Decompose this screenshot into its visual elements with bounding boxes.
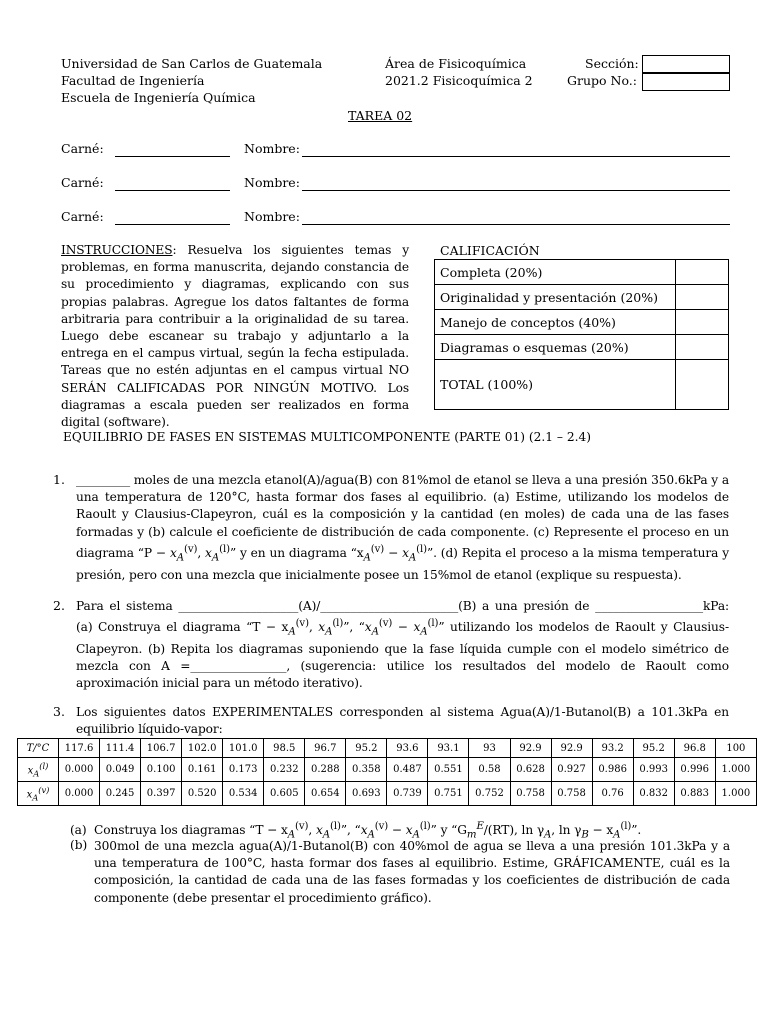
faculty-name: Facultad de Ingeniería bbox=[61, 73, 205, 88]
problem-2-part-a: Para el sistema ____________________(A)/_______________________(B) a una presión de __________________kPa: (a) Construya el diagrama “T − x bbox=[76, 599, 729, 635]
part-a-text: Construya los diagramas “T − x bbox=[94, 823, 288, 838]
grade-cell[interactable] bbox=[676, 310, 729, 335]
university-name: Universidad de San Carlos de Guatemala bbox=[61, 56, 323, 71]
group-label: Grupo No.: bbox=[567, 73, 637, 88]
part-a-text3: /(RT), ln γ bbox=[483, 823, 545, 838]
part-b-text: 300mol de una mezcla agua(A)/1-Butanol(B) con 40%mol de agua se lleva a una presión 101.3kPa y a una temperatura de 100°C, hasta formar dos fases al equilibrio. Estime, GRÁFICAMENTE, cuál es la composición, la cantidad de cada una de las fases formadas y los coeficientes de distribución de cada componente (debe presentar el procedimiento gráfico). bbox=[94, 839, 730, 905]
part-a-text4: , ln γ bbox=[551, 823, 582, 838]
grade-criterion: TOTAL (100%) bbox=[435, 360, 676, 410]
table-cell-t: 93 bbox=[469, 739, 510, 758]
table-cell-x: 0.534 bbox=[223, 782, 264, 806]
table-cell-x: 0.752 bbox=[469, 782, 510, 806]
part-a-text5: − x bbox=[588, 823, 614, 838]
area-name: Área de Fisicoquímica bbox=[385, 56, 527, 71]
table-cell-t: 93.2 bbox=[592, 739, 633, 758]
table-cell-x: 0.245 bbox=[100, 782, 141, 806]
table-cell-x: 0.993 bbox=[633, 758, 674, 782]
table-cell-x: 0.397 bbox=[141, 782, 182, 806]
table-row bbox=[435, 335, 729, 360]
problem-number: 1. bbox=[53, 472, 65, 487]
table-row bbox=[18, 739, 757, 758]
table-header-t: T/°C bbox=[18, 739, 59, 758]
grade-criterion: Manejo de conceptos (40%) bbox=[435, 310, 676, 335]
carne-field[interactable] bbox=[115, 224, 230, 225]
carne-label: Carné: bbox=[61, 141, 104, 156]
table-cell-t: 93.6 bbox=[387, 739, 428, 758]
part-a-text2: ” y “G bbox=[430, 823, 467, 838]
table-cell-x: 0.628 bbox=[510, 758, 551, 782]
table-cell-x: 0.76 bbox=[592, 782, 633, 806]
table-cell-x: 0.551 bbox=[428, 758, 469, 782]
instructions-label: INSTRUCCIONES bbox=[61, 243, 173, 257]
table-cell-x: 0.996 bbox=[674, 758, 715, 782]
problem-number: 2. bbox=[53, 598, 65, 613]
table-cell-t: 102.0 bbox=[182, 739, 223, 758]
table-row bbox=[435, 360, 729, 410]
instructions-text: : Resuelva los siguientes temas y problemas, en forma manuscrita, dejando constancia de su procedimiento y diagramas, explicando con sus propias palabras. Agregue los datos faltantes de forma arbitraria para contribuir a la originalidad de su tarea. Luego debe escanear su trabajo y adjuntarlo a la entrega en el campus virtual, según la fecha estipulada. Tareas que no estén adjuntas en el campus virtual NO SERÁN CALIFICADAS POR NINGÚN MOTIVO. Los diagramas a escala pueden ser realizados en forma digital (software). bbox=[61, 243, 409, 430]
table-cell-t: 106.7 bbox=[141, 739, 182, 758]
table-row bbox=[18, 758, 757, 782]
grade-cell[interactable] bbox=[676, 360, 729, 410]
table-cell-t: 98.5 bbox=[264, 739, 305, 758]
nombre-field[interactable] bbox=[302, 224, 730, 225]
table-cell-x: 0.758 bbox=[551, 782, 592, 806]
nombre-label: Nombre: bbox=[244, 209, 300, 224]
carne-field[interactable] bbox=[115, 156, 230, 157]
table-cell-x: 0.832 bbox=[633, 782, 674, 806]
instructions bbox=[61, 242, 409, 431]
table-cell-x: 0.693 bbox=[346, 782, 387, 806]
table-cell-t: 92.9 bbox=[510, 739, 551, 758]
table-cell-x: 0.758 bbox=[510, 782, 551, 806]
school-name: Escuela de Ingeniería Química bbox=[61, 90, 256, 105]
section-label: Sección: bbox=[585, 56, 639, 71]
carne-label: Carné: bbox=[61, 209, 104, 224]
course-name: 2021.2 Fisicoquímica 2 bbox=[385, 73, 533, 88]
table-cell-t: 100 bbox=[715, 739, 756, 758]
problem-1-var: x bbox=[169, 545, 177, 560]
table-cell-x: 0.986 bbox=[592, 758, 633, 782]
problem-3-intro: Los siguientes datos EXPERIMENTALES corresponden al sistema Agua(A)/1-Butanol(B) a 101.3kPa en equilibrio líquido-vapor: bbox=[76, 705, 729, 737]
grade-criterion: Diagramas o esquemas (20%) bbox=[435, 335, 676, 360]
part-a-label: (a) bbox=[70, 823, 87, 838]
table-cell-t: 96.7 bbox=[305, 739, 346, 758]
table-cell-x: 1.000 bbox=[715, 758, 756, 782]
table-row bbox=[435, 285, 729, 310]
table-cell-x: 0.049 bbox=[100, 758, 141, 782]
experimental-table bbox=[17, 738, 757, 806]
table-cell-x: 0.58 bbox=[469, 758, 510, 782]
grade-cell[interactable] bbox=[676, 260, 729, 285]
table-cell-t: 96.8 bbox=[674, 739, 715, 758]
carne-label: Carné: bbox=[61, 175, 104, 190]
table-header-xl: $x_A^{(l)}$ bbox=[18, 758, 59, 782]
table-cell-x: 0.358 bbox=[346, 758, 387, 782]
table-cell-t: 95.2 bbox=[633, 739, 674, 758]
problem-2-text: Para el sistema ____________________(A)/_______________________(B) a una presión de __________________kPa: (a) Construya el diagrama “$T - x_A^{(v)}$, $x_A^{(l)}$”, “$x_A^{(v)} - x_A^{(l)}$” utilizando los modelos de Raoult y Clausius-Clapeyron. (b) Repita los diagramas suponiendo que la fase líquida cumple con el modelo simétrico de mezcla con A =________________, (sugerencia: utilice los resultados del modelo de Raoult como aproximación inicial para un método iterativo). bbox=[76, 599, 729, 691]
table-row bbox=[435, 310, 729, 335]
table-cell-t: 95.2 bbox=[346, 739, 387, 758]
table-cell-x: 0.605 bbox=[264, 782, 305, 806]
carne-field[interactable] bbox=[115, 190, 230, 191]
table-cell-x: 0.288 bbox=[305, 758, 346, 782]
part-b-label: (b) bbox=[70, 838, 88, 852]
nombre-field[interactable] bbox=[302, 190, 730, 191]
table-row bbox=[18, 782, 757, 806]
table-cell-x: 0.487 bbox=[387, 758, 428, 782]
table-cell-t: 101.0 bbox=[223, 739, 264, 758]
section-title: EQUILIBRIO DE FASES EN SISTEMAS MULTICOMPONENTE (PARTE 01) (2.1 – 2.4) bbox=[63, 430, 592, 444]
problem-1-part-a: _________ moles de una mezcla etanol(A)/agua(B) con 81%mol de etanol se lleva a una presión 350.6kPa y a una temperatura de 120°C, hasta formar dos fases al equilibrio. (a) Estime, utilizando los modelos de Raoult y Clausius-Clapeyron, cuál es la composición y la cantidad (en moles) de cada una de las fases formadas y (b) calcule el coeficiente de distribución de cada componente. (c) Represente el proceso en un diagrama “P − bbox=[76, 473, 729, 560]
problem-number: 3. bbox=[53, 704, 65, 719]
header-center bbox=[385, 55, 565, 89]
nombre-label: Nombre: bbox=[244, 141, 300, 156]
table-cell-t: 93.1 bbox=[428, 739, 469, 758]
table-cell-x: 0.520 bbox=[182, 782, 223, 806]
problem-1-part-c: ” y en un diagrama “x bbox=[229, 545, 364, 560]
grade-cell[interactable] bbox=[676, 285, 729, 310]
table-cell-x: 0.100 bbox=[141, 758, 182, 782]
table-header-xv: $x_A^{(v)}$ bbox=[18, 782, 59, 806]
problem-1-part-d: ”. (d) Repita el proceso a la misma temperatura y presión, pero con una mezcla que inicialmente posee un 15%mol de etanol (explique su respuesta). bbox=[76, 545, 729, 582]
table-cell-x: 0.883 bbox=[674, 782, 715, 806]
table-cell-t: 111.4 bbox=[100, 739, 141, 758]
table-cell-x: 0.000 bbox=[59, 758, 100, 782]
table-cell-x: 0.000 bbox=[59, 782, 100, 806]
group-field[interactable] bbox=[642, 73, 730, 91]
table-cell-x: 0.927 bbox=[551, 758, 592, 782]
table-cell-x: 0.161 bbox=[182, 758, 223, 782]
section-field[interactable] bbox=[642, 55, 730, 73]
grading-table bbox=[434, 259, 729, 410]
table-cell-x: 0.751 bbox=[428, 782, 469, 806]
problem-1-text: _________ moles de una mezcla etanol(A)/agua(B) con 81%mol de etanol se lleva a una presión 350.6kPa y a una temperatura de 120°C, hasta formar dos fases al equilibrio. (a) Estime, utilizando los modelos de Raoult y Clausius-Clapeyron, cuál es la composición y la cantidad (en moles) de cada una de las fases formadas y (b) calcule el coeficiente de distribución de cada componente. (c) Represente el proceso en un diagrama “$P - x_A^{(v)}$, $x_A^{(l)}$” y en un diagrama “$x_A^{(v)} - x_A^{(l)}$”. (d) Repita el proceso a la misma temperatura y presión, pero con una mezcla que inicialmente posee un 15%mol de etanol (explique su respuesta). bbox=[76, 473, 729, 582]
table-cell-x: 0.654 bbox=[305, 782, 346, 806]
table-cell-x: 1.000 bbox=[715, 782, 756, 806]
nombre-field[interactable] bbox=[302, 156, 730, 157]
table-cell-t: 117.6 bbox=[59, 739, 100, 758]
table-cell-t: 92.9 bbox=[551, 739, 592, 758]
problem-2-part-b: ” utilizando los modelos de Raoult y Clausius-Clapeyron. (b) Repita los diagramas suponiendo que la fase líquida cumple con el modelo simétrico de mezcla con A =________________, (sugerencia: utilice los resultados del modelo de Raoult como aproximación inicial para un método iterativo). bbox=[76, 620, 729, 691]
document-title: TAREA 02 bbox=[348, 108, 413, 123]
table-cell-x: 0.173 bbox=[223, 758, 264, 782]
table-row bbox=[435, 260, 729, 285]
problem-3-a: (a) Construya los diagramas “$T - x_A^{(v)}$, $x_A^{(l)}$”, “$x_A^{(v)} - x_A^{(l)}$” y “$G_m^E/(RT)$, $\ln \gamma_A$, $\ln \gamma_B - x_A^{(l)}$”. bbox=[70, 821, 642, 841]
table-cell-x: 0.739 bbox=[387, 782, 428, 806]
nombre-label: Nombre: bbox=[244, 175, 300, 190]
table-cell-x: 0.232 bbox=[264, 758, 305, 782]
grading-title: CALIFICACIÓN bbox=[440, 243, 540, 258]
grade-cell[interactable] bbox=[676, 335, 729, 360]
header-left bbox=[61, 55, 361, 106]
grade-criterion: Originalidad y presentación (20%) bbox=[435, 285, 676, 310]
grade-criterion: Completa (20%) bbox=[435, 260, 676, 285]
